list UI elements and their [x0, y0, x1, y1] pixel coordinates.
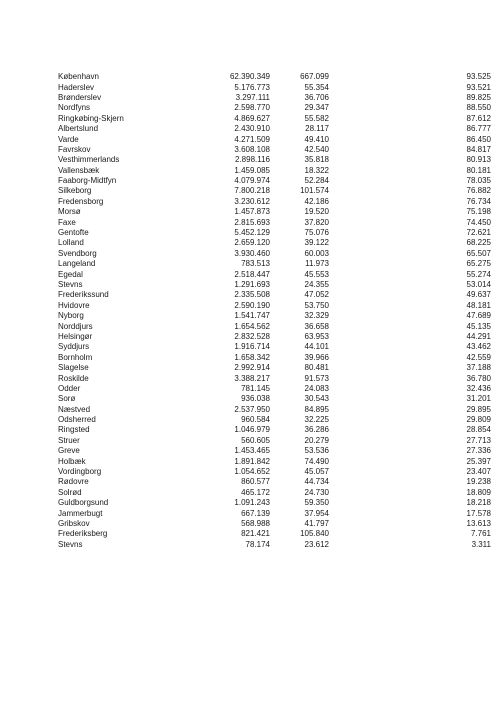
municipality-cell: Lolland — [58, 238, 84, 248]
municipality-cell: Stevns — [58, 539, 83, 549]
table-row — [58, 332, 491, 342]
value-cell-2: 101.574 — [300, 186, 329, 196]
value-cell-1: 2.815.693 — [234, 217, 270, 227]
municipality-cell: Bornholm — [58, 352, 93, 362]
municipality-cell: Albertslund — [58, 124, 99, 134]
value-cell-1: 1.654.562 — [234, 321, 270, 331]
municipality-cell: Struer — [58, 435, 80, 445]
value-cell-3: 53.014 — [466, 280, 491, 289]
value-cell-1: 3.297.111 — [235, 92, 270, 102]
value-cell-3: 89.825 — [466, 92, 491, 102]
table-row — [58, 145, 491, 155]
municipality-cell: Nordfyns — [58, 103, 91, 113]
value-cell-2: 52.284 — [304, 176, 329, 186]
table-row — [58, 207, 491, 217]
table-row — [58, 467, 491, 477]
municipality-cell: Fredensborg — [58, 196, 104, 206]
value-cell-3: 49.637 — [466, 290, 491, 300]
value-cell-2: 75.076 — [304, 228, 329, 238]
table-row — [58, 519, 491, 529]
municipality-cell: Odder — [58, 383, 81, 393]
table-row — [58, 269, 491, 279]
value-cell-1: 1.891.842 — [234, 456, 270, 466]
municipality-cell: Brønderslev — [58, 92, 102, 102]
value-cell-1: 2.659.120 — [234, 238, 270, 248]
municipality-cell: Vordingborg — [58, 467, 102, 477]
value-cell-2: 84.895 — [304, 404, 329, 414]
value-cell-1: 4.271.509 — [234, 134, 270, 144]
value-cell-1: 3.608.108 — [234, 144, 270, 154]
table-row — [58, 488, 491, 498]
value-cell-1: 568.988 — [241, 518, 270, 528]
value-cell-2: 55.354 — [304, 82, 329, 92]
table-row — [58, 186, 491, 196]
municipality-cell: Rødovre — [58, 477, 89, 487]
value-cell-3: 7.761 — [470, 529, 491, 539]
value-cell-1: 1.091.243 — [234, 498, 270, 508]
table-row — [58, 197, 491, 207]
value-cell-2: 24.355 — [304, 280, 329, 289]
value-cell-3: 42.559 — [466, 352, 491, 362]
value-cell-3: 93.521 — [466, 82, 491, 92]
value-cell-3: 93.525 — [466, 72, 491, 82]
value-cell-2: 80.481 — [304, 363, 329, 373]
value-cell-2: 42.186 — [304, 196, 329, 206]
value-cell-2: 20.279 — [304, 435, 329, 445]
value-cell-3: 88.550 — [466, 103, 491, 113]
municipality-cell: Frederikssund — [58, 290, 109, 300]
value-cell-1: 4.079.974 — [234, 176, 270, 186]
value-cell-1: 821.421 — [241, 529, 270, 539]
value-cell-3: 29.809 — [466, 415, 491, 425]
table-row — [58, 249, 491, 259]
value-cell-3: 86.777 — [466, 124, 491, 134]
table-row — [58, 72, 491, 82]
table-row — [58, 321, 491, 331]
municipality-cell: Syddjurs — [58, 342, 90, 352]
municipality-cell: Silkeborg — [58, 186, 92, 196]
table-row — [58, 290, 491, 300]
value-cell-2: 24.730 — [304, 487, 329, 497]
value-cell-1: 2.832.528 — [234, 331, 270, 341]
value-cell-2: 36.706 — [304, 92, 329, 102]
value-cell-2: 36.658 — [304, 321, 329, 331]
value-cell-3: 76.882 — [466, 186, 491, 196]
municipality-cell: København — [58, 72, 99, 82]
value-cell-1: 1.541.747 — [234, 311, 270, 321]
municipality-cell: Frederiksberg — [58, 529, 108, 539]
value-cell-2: 45.057 — [304, 467, 329, 477]
table-row — [58, 134, 491, 144]
value-cell-2: 32.329 — [304, 311, 329, 321]
value-cell-3: 25.397 — [466, 456, 491, 466]
value-cell-2: 45.553 — [304, 269, 329, 279]
value-cell-3: 27.713 — [466, 435, 491, 445]
table-row — [58, 238, 491, 248]
value-cell-2: 59.350 — [304, 498, 329, 508]
table-row — [58, 155, 491, 165]
municipality-cell: Gribskov — [58, 518, 90, 528]
value-cell-3: 65.275 — [466, 259, 491, 269]
table-row — [58, 405, 491, 415]
value-cell-2: 47.052 — [304, 290, 329, 300]
municipality-cell: Morsø — [58, 207, 81, 217]
value-cell-1: 3.388.217 — [234, 373, 270, 383]
municipality-cell: Jammerbugt — [58, 508, 103, 518]
table-row — [58, 311, 491, 321]
value-cell-1: 1.054.652 — [234, 467, 270, 477]
value-cell-2: 49.410 — [304, 134, 329, 144]
value-cell-1: 465.172 — [241, 487, 270, 497]
value-cell-3: 68.225 — [466, 238, 491, 248]
municipality-cell: Favrskov — [58, 144, 91, 154]
value-cell-2: 55.582 — [304, 113, 329, 123]
municipality-cell: Odsherred — [58, 415, 96, 425]
value-cell-2: 32.225 — [304, 415, 329, 425]
table-row — [58, 259, 491, 269]
value-cell-1: 783.513 — [241, 259, 270, 269]
value-cell-1: 667.139 — [241, 508, 270, 518]
municipality-cell: Guldborgsund — [58, 498, 109, 508]
table-row — [58, 114, 491, 124]
value-cell-2: 29.347 — [304, 103, 329, 113]
municipality-cell: Ringsted — [58, 425, 90, 435]
value-cell-1: 936.038 — [241, 394, 270, 404]
table-row — [58, 446, 491, 456]
data-table — [58, 72, 491, 550]
municipality-cell: Helsingør — [58, 331, 93, 341]
value-cell-3: 19.238 — [466, 477, 491, 487]
value-cell-3: 43.462 — [466, 342, 491, 352]
municipality-cell: Nyborg — [58, 311, 84, 321]
value-cell-3: 75.198 — [466, 207, 491, 217]
municipality-cell: Vallensbæk — [58, 165, 100, 175]
value-cell-1: 2.590.190 — [234, 300, 270, 310]
table-row — [58, 425, 491, 435]
value-cell-1: 78.174 — [245, 539, 270, 549]
value-cell-1: 5.452.129 — [234, 228, 270, 238]
municipality-cell: Greve — [58, 446, 80, 456]
value-cell-2: 53.536 — [304, 446, 329, 456]
value-cell-1: 2.518.447 — [234, 269, 270, 279]
value-cell-1: 62.390.349 — [229, 72, 270, 82]
value-cell-3: 74.450 — [466, 217, 491, 227]
value-cell-2: 23.612 — [304, 539, 329, 549]
value-cell-3: 80.181 — [466, 165, 491, 175]
municipality-cell: Haderslev — [58, 82, 95, 92]
municipality-cell: Stevns — [58, 280, 83, 289]
value-cell-3: 27.336 — [466, 446, 491, 456]
municipality-cell: Hvidovre — [58, 300, 90, 310]
value-cell-3: 78.035 — [466, 176, 491, 186]
value-cell-1: 860.577 — [241, 477, 270, 487]
value-cell-2: 74.490 — [304, 456, 329, 466]
table-row — [58, 436, 491, 446]
table-row — [58, 498, 491, 508]
value-cell-1: 1.459.085 — [234, 165, 270, 175]
municipality-cell: Egedal — [58, 269, 83, 279]
value-cell-2: 19.520 — [304, 207, 329, 217]
value-cell-2: 28.117 — [305, 124, 329, 134]
value-cell-2: 44.734 — [304, 477, 329, 487]
value-cell-3: 28.854 — [466, 425, 491, 435]
municipality-cell: Svendborg — [58, 248, 97, 258]
value-cell-3: 29.895 — [466, 404, 491, 414]
table-row — [58, 477, 491, 487]
value-cell-1: 781.145 — [241, 383, 270, 393]
value-cell-2: 105.840 — [300, 529, 329, 539]
value-cell-3: 23.407 — [466, 467, 491, 477]
table-row — [58, 228, 491, 238]
value-cell-3: 84.817 — [466, 144, 491, 154]
value-cell-1: 1.291.693 — [234, 280, 270, 289]
value-cell-3: 48.181 — [466, 300, 491, 310]
table-row — [58, 540, 491, 550]
value-cell-3: 87.612 — [466, 113, 491, 123]
value-cell-2: 11.973 — [305, 259, 329, 269]
value-cell-2: 30.543 — [304, 394, 329, 404]
value-cell-1: 4.869.627 — [234, 113, 270, 123]
value-cell-3: 18.218 — [466, 498, 491, 508]
municipality-cell: Faxe — [58, 217, 76, 227]
value-cell-3: 86.450 — [466, 134, 491, 144]
municipality-cell: Holbæk — [58, 456, 86, 466]
table-row — [58, 373, 491, 383]
value-cell-1: 2.992.914 — [234, 363, 270, 373]
table-row — [58, 301, 491, 311]
value-cell-3: 3.311 — [471, 539, 491, 549]
value-cell-1: 1.658.342 — [234, 352, 270, 362]
value-cell-3: 45.135 — [466, 321, 491, 331]
table-row — [58, 508, 491, 518]
value-cell-2: 60.003 — [304, 248, 329, 258]
table-row — [58, 456, 491, 466]
value-cell-3: 32.436 — [466, 383, 491, 393]
value-cell-3: 18.809 — [466, 487, 491, 497]
table-row — [58, 363, 491, 373]
municipality-cell: Næstved — [58, 404, 91, 414]
value-cell-1: 3.930.460 — [234, 248, 270, 258]
value-cell-2: 39.122 — [304, 238, 329, 248]
municipality-cell: Vesthimmerlands — [58, 155, 120, 165]
value-cell-3: 17.578 — [466, 508, 491, 518]
value-cell-2: 37.954 — [304, 508, 329, 518]
value-cell-3: 37.188 — [466, 363, 491, 373]
value-cell-1: 2.430.910 — [234, 124, 270, 134]
municipality-cell: Roskilde — [58, 373, 89, 383]
value-cell-3: 44.291 — [466, 331, 491, 341]
value-cell-1: 2.598.770 — [234, 103, 270, 113]
value-cell-2: 24.083 — [304, 383, 329, 393]
table-row — [58, 103, 491, 113]
value-cell-1: 1.046.979 — [234, 425, 270, 435]
value-cell-1: 960.584 — [241, 415, 270, 425]
value-cell-2: 35.818 — [304, 155, 329, 165]
municipality-cell: Sorø — [58, 394, 76, 404]
table-row — [58, 280, 491, 290]
value-cell-1: 1.453.465 — [234, 446, 270, 456]
table-row — [58, 415, 491, 425]
municipality-cell: Gentofte — [58, 228, 89, 238]
municipality-cell: Langeland — [58, 259, 96, 269]
value-cell-2: 37.820 — [304, 217, 329, 227]
value-cell-2: 41.797 — [304, 518, 329, 528]
table-row — [58, 342, 491, 352]
table-row — [58, 82, 491, 92]
value-cell-3: 65.507 — [466, 248, 491, 258]
value-cell-3: 80.913 — [466, 155, 491, 165]
value-cell-2: 36.286 — [304, 425, 329, 435]
value-cell-2: 44.101 — [304, 342, 329, 352]
value-cell-2: 18.322 — [304, 165, 329, 175]
value-cell-3: 36.780 — [466, 373, 491, 383]
value-cell-3: 55.274 — [466, 269, 491, 279]
value-cell-1: 7.800.218 — [234, 186, 270, 196]
table-row — [58, 166, 491, 176]
table-row — [58, 124, 491, 134]
value-cell-1: 3.230.612 — [234, 196, 270, 206]
table-row — [58, 93, 491, 103]
table-row — [58, 176, 491, 186]
table-row — [58, 529, 491, 539]
municipality-cell: Norddjurs — [58, 321, 93, 331]
value-cell-1: 2.335.508 — [234, 290, 270, 300]
value-cell-1: 1.457.873 — [234, 207, 270, 217]
table-row — [58, 384, 491, 394]
value-cell-1: 5.176.773 — [234, 82, 270, 92]
table-body — [58, 72, 491, 550]
municipality-cell: Ringkøbing-Skjern — [58, 113, 124, 123]
municipality-cell: Solrød — [58, 487, 82, 497]
value-cell-3: 76.734 — [466, 196, 491, 206]
value-cell-3: 31.201 — [466, 394, 491, 404]
municipality-cell: Varde — [58, 134, 79, 144]
municipality-cell: Faaborg-Midtfyn — [58, 176, 117, 186]
value-cell-3: 47.689 — [466, 311, 491, 321]
value-cell-2: 39.966 — [304, 352, 329, 362]
value-cell-3: 13.613 — [466, 518, 491, 528]
value-cell-1: 1.916.714 — [234, 342, 270, 352]
value-cell-1: 560.605 — [241, 435, 270, 445]
value-cell-1: 2.537.950 — [234, 404, 270, 414]
value-cell-2: 667.099 — [300, 72, 329, 82]
value-cell-3: 72.621 — [466, 228, 491, 238]
table-row — [58, 353, 491, 363]
table-row — [58, 217, 491, 227]
municipality-cell: Slagelse — [58, 363, 89, 373]
value-cell-1: 2.898.116 — [235, 155, 270, 165]
table-row — [58, 394, 491, 404]
value-cell-2: 91.573 — [304, 373, 329, 383]
value-cell-2: 42.540 — [304, 144, 329, 154]
value-cell-2: 63.953 — [304, 331, 329, 341]
value-cell-2: 53.750 — [304, 300, 329, 310]
